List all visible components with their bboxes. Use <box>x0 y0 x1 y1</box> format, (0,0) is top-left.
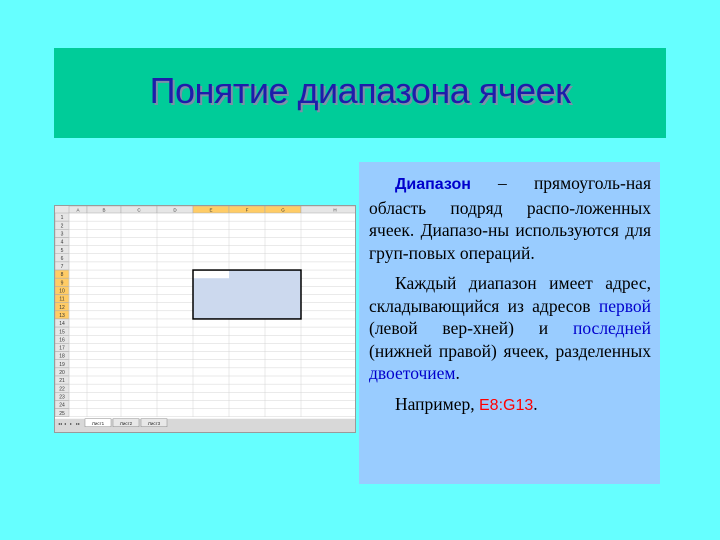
sheet-tab-label: Лист2 <box>119 420 133 426</box>
paragraph-definition <box>369 172 651 264</box>
row-header-label: 24 <box>59 402 65 409</box>
spreadsheet-grid <box>55 206 355 432</box>
example-suffix: . <box>533 393 538 414</box>
row-header-label: 9 <box>60 280 64 287</box>
row-header-label: 4 <box>60 239 64 246</box>
row-header-label: 6 <box>60 255 64 262</box>
paragraph-address <box>369 272 651 385</box>
keyword-last: последней <box>573 318 651 338</box>
column-header-label: D <box>173 207 177 213</box>
example-range: E8:G13 <box>479 396 534 414</box>
row-header-label: 3 <box>60 231 64 238</box>
example-prefix: Например, <box>395 393 479 414</box>
keyword-colon: двоеточием <box>369 363 456 383</box>
row-header-label: 18 <box>59 353 65 360</box>
keyword-first: первой <box>598 295 651 316</box>
text-body <box>369 172 651 425</box>
term-range: Диапазон <box>395 176 471 193</box>
row-header-label: 8 <box>60 272 64 279</box>
row-header-label: 21 <box>59 378 65 385</box>
sheet-tab-label: Лист3 <box>147 420 161 426</box>
row-header-label: 14 <box>59 321 65 328</box>
spreadsheet-screenshot <box>54 205 356 433</box>
row-header-label: 23 <box>59 394 65 401</box>
row-header-label: 25 <box>59 410 65 417</box>
text-panel <box>359 162 660 484</box>
row-header-label: 20 <box>59 370 65 376</box>
row-header-label: 17 <box>59 345 65 352</box>
tab-scroll-arrow-icon: ◂◂ <box>58 420 63 426</box>
row-header-label: 15 <box>59 329 65 336</box>
row-header-label: 11 <box>59 296 65 303</box>
column-header-label: B <box>102 207 106 213</box>
definition-text: – прямоуголь-ная область подряд распо-ложенных ячеек. Диапазо-ны используются для груп-повых операций. <box>369 173 651 263</box>
row-header-label: 5 <box>60 247 64 254</box>
tab-scroll-arrow-icon: ◂ <box>64 420 67 426</box>
column-header-label: C <box>137 207 141 213</box>
address-text-4: . <box>455 363 460 383</box>
column-header-label: A <box>76 207 80 213</box>
sheet-tab-label: Лист1 <box>91 420 105 426</box>
slide-title: Понятие диапазона ячеек <box>149 70 571 111</box>
column-header-cell <box>301 206 355 213</box>
address-text-2: (левой вер-хней) и <box>369 318 573 338</box>
tab-scroll-arrow-icon: ▸▸ <box>76 420 81 426</box>
column-header-label: E <box>209 207 213 213</box>
paragraph-example <box>369 393 651 418</box>
active-cell <box>193 270 229 278</box>
row-header-label: 22 <box>59 386 65 393</box>
title-banner <box>54 48 666 138</box>
row-header-label: 19 <box>59 361 65 368</box>
row-header-label: 1 <box>60 215 64 222</box>
column-header-label: F <box>245 207 249 213</box>
tab-scroll-arrow-icon: ▸ <box>70 420 73 426</box>
row-header-label: 2 <box>60 223 64 230</box>
column-header-label: G <box>281 207 285 213</box>
row-header-label: 16 <box>59 337 65 344</box>
row-header-label: 13 <box>59 312 65 319</box>
row-header-label: 7 <box>60 264 64 271</box>
address-text-3: (нижней правой) ячеек, разделенных <box>369 340 651 361</box>
row-header-label: 10 <box>59 288 65 295</box>
address-text-1: Каждый диапазон имеет адрес, складывающийся из адресов <box>369 273 651 316</box>
row-header-label: 12 <box>59 304 65 311</box>
column-header-label: H <box>333 207 337 213</box>
